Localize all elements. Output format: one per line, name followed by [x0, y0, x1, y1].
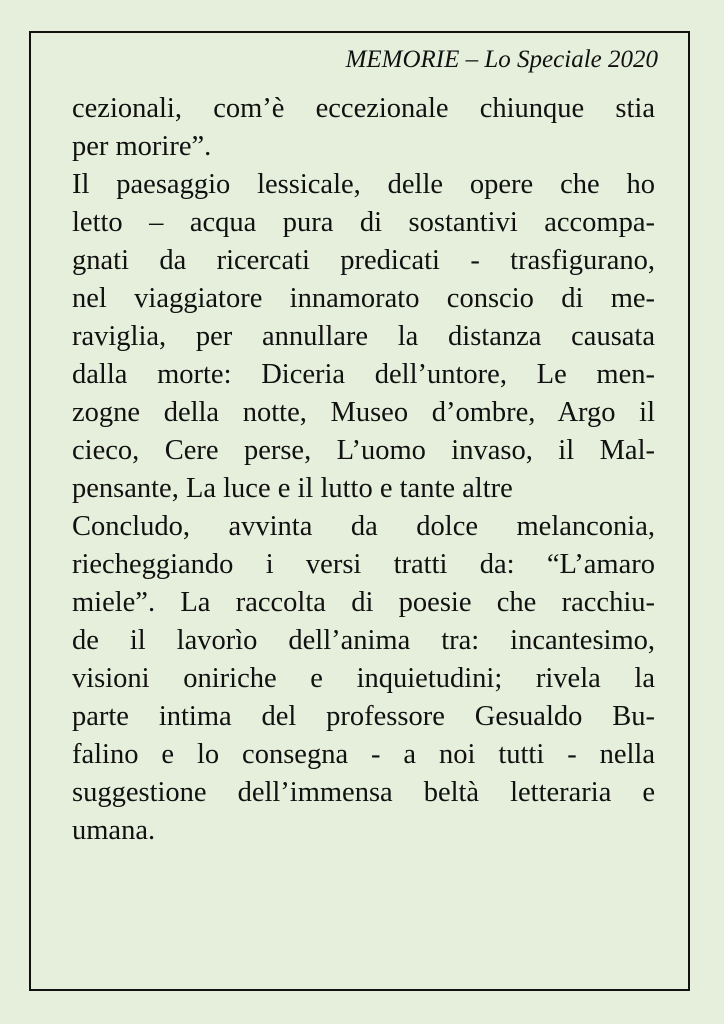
text-line: cezionali, com’è eccezionale chiunque stia [72, 93, 655, 124]
text-line: Il paesaggio lessicale, delle opere che ho [72, 169, 655, 200]
text-line: falino e lo consegna - a noi tutti - nella [72, 739, 655, 770]
body-text [72, 90, 655, 850]
text-line: miele”. La raccolta di poesie che racchiu- [72, 587, 655, 618]
text-line: cieco, Cere perse, L’uomo invaso, il Mal- [72, 435, 655, 466]
running-header: MEMORIE – Lo Speciale 2020 [345, 46, 658, 73]
text-line: zogne della notte, Museo d’ombre, Argo il [72, 397, 655, 428]
text-line: letto – acqua pura di sostantivi accompa- [72, 207, 655, 238]
text-line: gnati da ricercati predicati - trasfigurano, [72, 245, 655, 276]
text-line: nel viaggiatore innamorato conscio di me- [72, 283, 655, 314]
text-line: pensante, La luce e il lutto e tante altre [72, 473, 513, 504]
text-line: per morire”. [72, 131, 212, 162]
text-line: suggestione dell’immensa beltà letteraria e [72, 777, 655, 808]
text-line: parte intima del professore Gesualdo Bu- [72, 701, 655, 732]
text-line: visioni oniriche e inquietudini; rivela la [72, 663, 655, 694]
text-line: Concludo, avvinta da dolce melanconia, [72, 511, 655, 542]
text-line: umana. [72, 815, 156, 846]
text-line: riecheggiando i versi tratti da: “L’amaro [72, 549, 655, 580]
text-line: raviglia, per annullare la distanza causata [72, 321, 655, 352]
text-line: de il lavorìo dell’anima tra: incantesimo, [72, 625, 655, 656]
text-line: dalla morte: Diceria dell’untore, Le men- [72, 359, 655, 390]
